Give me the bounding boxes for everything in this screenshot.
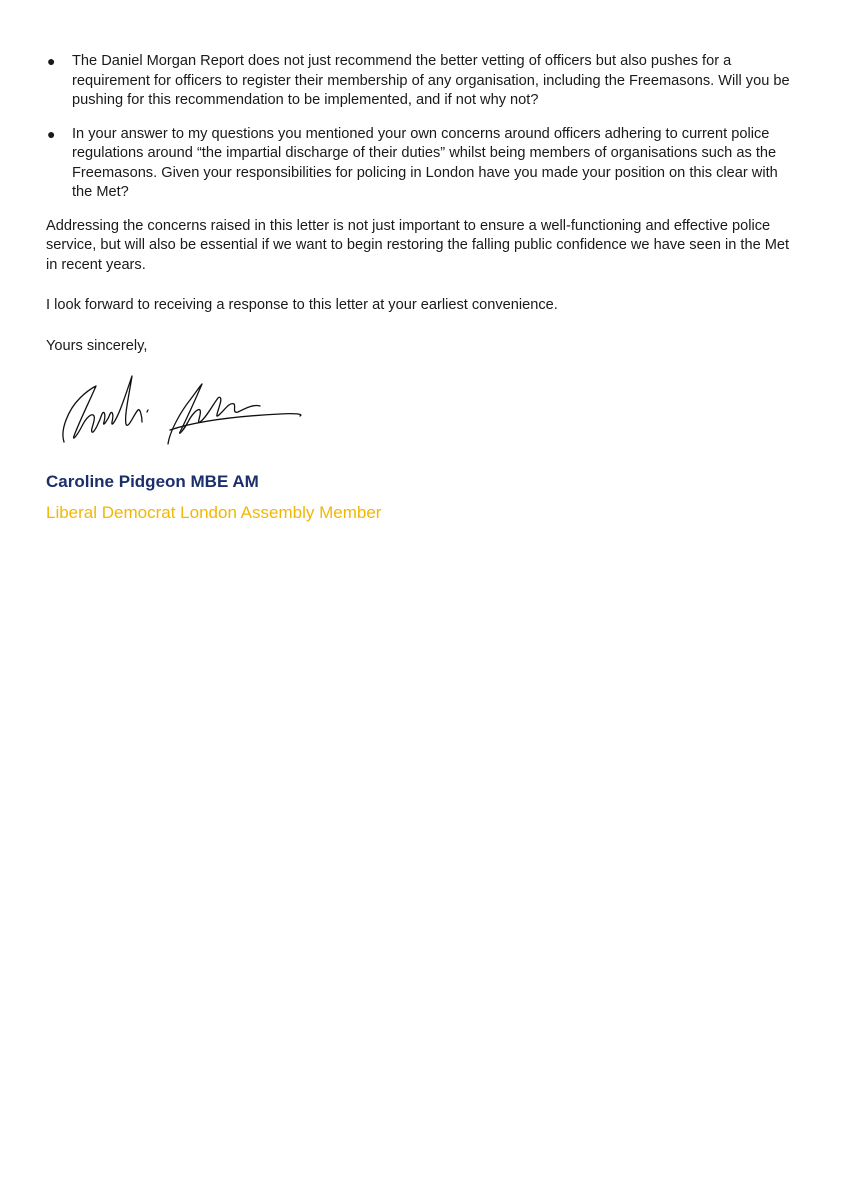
- bullet-icon: ●: [47, 125, 56, 142]
- bullet-icon: ●: [47, 53, 56, 69]
- closing-salutation: Yours sincerely,: [46, 337, 148, 354]
- list-item-text: The Daniel Morgan Report does not just recommend the better vetting of officers but also pushes for a requirement for officers to register their membership of any organisation, including the Freemasons. Will you be pushing for this recommendation to be implemented, and if not why not?: [72, 53, 790, 108]
- list-item: [46, 52, 798, 111]
- list-item: [46, 125, 798, 203]
- letter-body: [46, 52, 798, 524]
- signatory-title: Liberal Democrat London Assembly Member: [46, 503, 382, 522]
- signatory-name: Caroline Pidgeon MBE AM: [46, 472, 259, 491]
- body-paragraph: Addressing the concerns raised in this letter is not just important to ensure a well-functioning and effective police service, but will also be essential if we want to begin restoring the falling public confidence we have seen in the Met in recent years.: [46, 217, 790, 273]
- handwritten-signature: [50, 370, 310, 450]
- body-paragraph: I look forward to receiving a response to this letter at your earliest convenience.: [46, 297, 558, 313]
- question-list: [46, 52, 798, 203]
- list-item-text: In your answer to my questions you mentioned your own concerns around officers adhering to current police regulations around “the impartial discharge of their duties” whilst being members of organisations such as the Freemasons. Given your responsibilities for policing in London have you made your position on this clear with the Met?: [72, 125, 778, 200]
